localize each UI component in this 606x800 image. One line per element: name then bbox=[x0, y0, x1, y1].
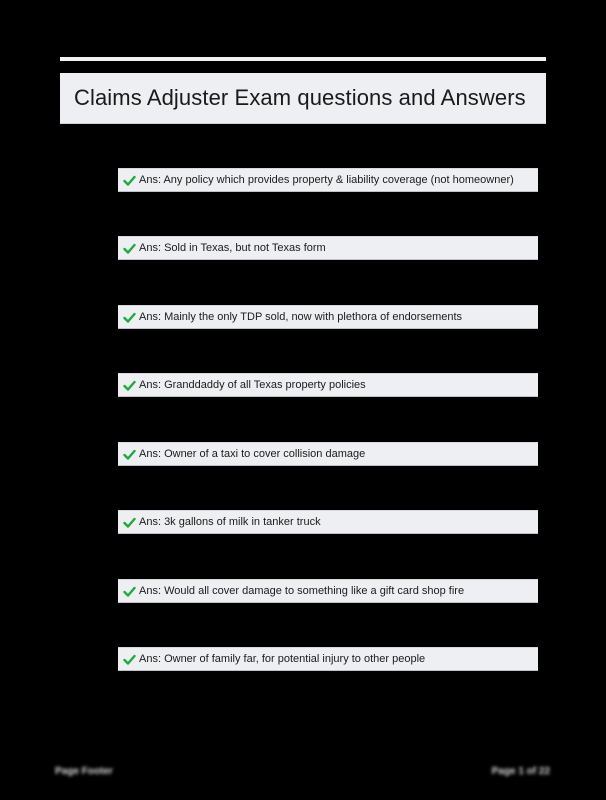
answer-row-5 bbox=[118, 442, 538, 466]
top-divider bbox=[60, 57, 546, 61]
check-icon bbox=[123, 379, 136, 392]
answer-text: Ans: Owner of a taxi to cover collision damage bbox=[139, 448, 366, 460]
answer-row-3 bbox=[118, 305, 538, 329]
answer-text: Ans: Any policy which provides property & liability coverage (not homeowner) bbox=[139, 174, 514, 186]
answer-row-2 bbox=[118, 236, 538, 260]
answer-row-1 bbox=[118, 168, 538, 192]
check-icon bbox=[123, 311, 136, 324]
check-icon bbox=[123, 653, 136, 666]
footer-page-number: Page 1 of 22 bbox=[491, 766, 550, 777]
answer-row-8 bbox=[118, 647, 538, 671]
check-icon bbox=[123, 174, 136, 187]
answer-row-4 bbox=[118, 373, 538, 397]
check-icon bbox=[123, 448, 136, 461]
footer-left-text: Page Footer bbox=[55, 766, 113, 777]
page-title: Claims Adjuster Exam questions and Answers bbox=[74, 85, 526, 110]
answer-text: Ans: Mainly the only TDP sold, now with plethora of endorsements bbox=[139, 311, 463, 323]
check-icon bbox=[123, 585, 136, 598]
answer-row-6 bbox=[118, 510, 538, 534]
check-icon bbox=[123, 516, 136, 529]
answer-text: Ans: Owner of family far, for potential injury to other people bbox=[139, 653, 426, 665]
check-icon bbox=[123, 242, 136, 255]
answer-row-7 bbox=[118, 579, 538, 603]
answer-text: Ans: 3k gallons of milk in tanker truck bbox=[139, 516, 321, 528]
title-banner bbox=[60, 73, 546, 124]
answer-text: Ans: Sold in Texas, but not Texas form bbox=[139, 242, 326, 254]
answer-text: Ans: Granddaddy of all Texas property policies bbox=[139, 379, 366, 391]
answer-text: Ans: Would all cover damage to something like a gift card shop fire bbox=[139, 585, 465, 597]
